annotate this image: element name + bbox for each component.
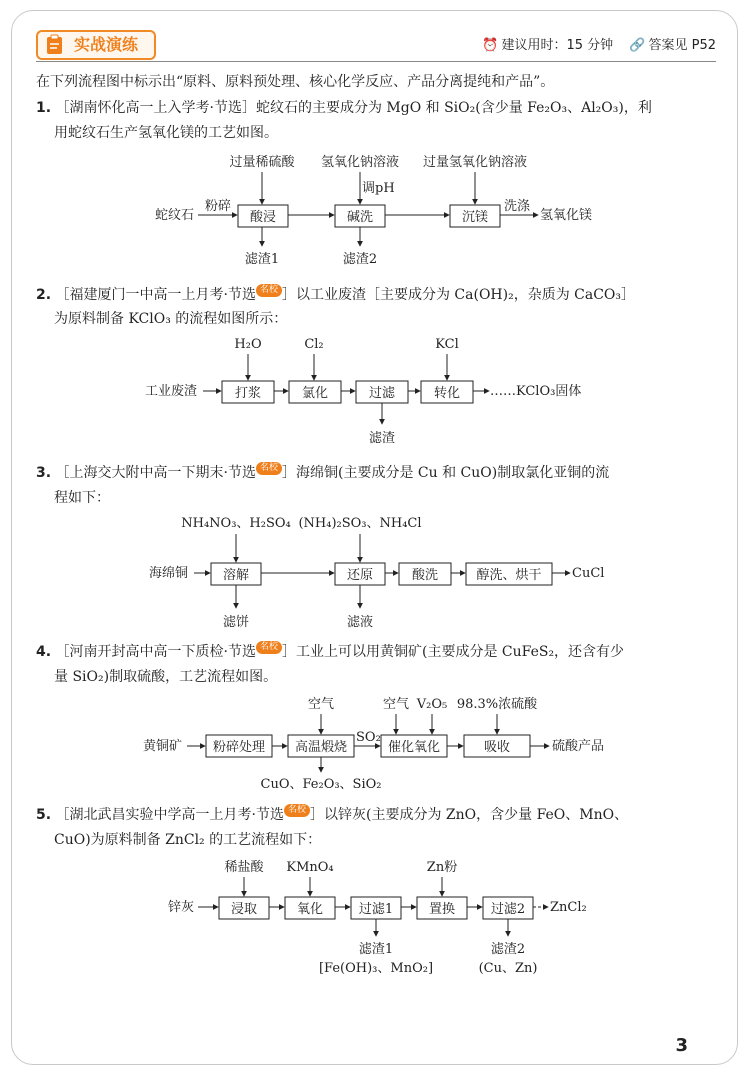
q3-box3-label: 酸洗 — [411, 568, 439, 583]
q5-in4: Zn粉 — [426, 860, 458, 875]
section-title: 实战演练 — [74, 35, 139, 54]
q3-line1 — [36, 461, 609, 485]
q3-number: 3. — [36, 465, 52, 481]
q2-famous-school-badge: 名校 — [256, 284, 282, 297]
q5-box1-label: 浸取 — [230, 902, 258, 917]
q1-line2: 用蛇纹石生产氢氧化镁的工艺如图。 — [54, 125, 278, 141]
q2-box3-label: 过滤 — [368, 386, 396, 401]
q5-flow-diagram — [0, 853, 750, 983]
q2-end: ……KClO₃固体 — [490, 384, 582, 399]
q3-start: 海绵铜 — [149, 566, 189, 581]
q4-text1: ］工业上可以用黄铜矿(主要成分是 CuFeS₂，还含有少 — [281, 644, 625, 660]
q1-box2-label: 碱洗 — [346, 210, 374, 225]
q5-famous-school-badge: 名校 — [284, 804, 310, 817]
q4-flow-diagram — [0, 690, 750, 800]
q3-in2: (NH₄)₂SO₃、NH₄Cl — [298, 516, 422, 531]
alarm-clock-icon: ⏰ — [482, 38, 499, 53]
q3-text1: ］海绵铜(主要成分是 Cu 和 CuO)制取氯化亚铜的流 — [281, 465, 610, 481]
q5-out3b: [Fe(OH)₃、MnO₂] — [318, 961, 434, 976]
q5-out3a: 滤渣1 — [358, 942, 394, 957]
q1-text1: 蛇纹石的主要成分为 MgO 和 SiO₂(含少量 Fe₂O₃、Al₂O₃)，利 — [255, 100, 652, 116]
q1-source: ［湖南怀化高一上入学考·节选］ — [55, 100, 256, 116]
q4-box4-label: 吸收 — [483, 740, 511, 755]
q1-post: 洗涤 — [504, 199, 531, 214]
q4-start: 黄铜矿 — [143, 739, 183, 754]
q3-flow-diagram — [0, 510, 750, 636]
q5-in2: KMnO₄ — [286, 860, 334, 875]
q4-box1-label: 粉碎处理 — [212, 740, 266, 755]
q4-line2: 量 SiO₂)制取硫酸，工艺流程如图。 — [54, 669, 278, 685]
q1-in2b: 调pH — [362, 181, 395, 196]
section-header — [36, 30, 716, 60]
q2-in1: H₂O — [234, 337, 262, 352]
q5-box4-label: 置换 — [428, 902, 456, 917]
q1-end: 氢氧化镁 — [540, 208, 593, 223]
q1-line1 — [36, 96, 652, 120]
q1-box1-label: 酸浸 — [249, 210, 277, 225]
q4-in2: 空气 — [307, 697, 335, 712]
q5-number: 5. — [36, 807, 52, 823]
q1-in3: 过量氢氧化钠溶液 — [422, 155, 528, 170]
q1-flow-diagram — [0, 148, 750, 270]
q5-out5a: 滤渣2 — [490, 942, 526, 957]
q5-box3-label: 过滤1 — [358, 902, 394, 917]
q4-source: ［河南开封高中高一下质检·节选 — [55, 644, 256, 660]
q4-in3b: V₂O₅ — [416, 697, 448, 712]
q1-box3-label: 沉镁 — [461, 210, 489, 225]
q3-in1: NH₄NO₃、H₂SO₄ — [181, 516, 291, 531]
q2-box2-label: 氯化 — [301, 386, 329, 401]
q1-number: 1. — [36, 100, 52, 116]
q2-start: 工业废渣 — [145, 384, 198, 399]
section-tag — [36, 30, 156, 60]
q2-flow-diagram — [0, 332, 750, 452]
q1-pre: 粉碎 — [205, 199, 232, 214]
q5-text1: ］以锌灰(主要成分为 ZnO，含少量 FeO、MnO、 — [309, 807, 629, 823]
q2-text1: ］以工业废渣［主要成分为 Ca(OH)₂，杂质为 CaCO₃］ — [281, 287, 636, 303]
answer-label: 答案见 P52 — [648, 38, 716, 53]
q1-out2: 滤渣2 — [342, 252, 378, 267]
q3-box1-label: 溶解 — [222, 568, 250, 583]
q2-in4: KCl — [435, 337, 459, 352]
q4-box3-label: 催化氧化 — [387, 740, 441, 755]
q3-out1: 滤饼 — [222, 615, 250, 630]
q4-out2: CuO、Fe₂O₃、SiO₂ — [260, 777, 382, 792]
time-label: 建议用时：15 分钟 — [501, 38, 614, 53]
intro-text: 在下列流程图中标示出“原料、原料预处理、核心化学反应、产品分离提纯和产品”。 — [36, 74, 555, 90]
q2-source: ［福建厦门一中高一上月考·节选 — [55, 287, 256, 303]
q5-end: ZnCl₂ — [550, 900, 587, 915]
q4-famous-school-badge: 名校 — [256, 641, 282, 654]
q3-out2: 滤液 — [346, 615, 374, 630]
q3-box4-label: 醇洗、烘干 — [476, 568, 542, 583]
q5-box2-label: 氧化 — [296, 902, 324, 917]
q3-box2-label: 还原 — [346, 568, 374, 583]
q1-start: 蛇纹石 — [155, 208, 195, 223]
q4-box2-label: 高温煅烧 — [294, 740, 348, 755]
q4-mid: SO₂ — [356, 730, 381, 745]
header-divider — [36, 61, 716, 62]
q1-in1: 过量稀硫酸 — [229, 155, 295, 170]
q4-line1 — [36, 640, 624, 664]
q2-box4-label: 转化 — [433, 386, 461, 401]
header-meta — [479, 34, 716, 53]
q2-out3: 滤渣 — [368, 431, 396, 446]
link-icon: 🔗 — [629, 38, 646, 53]
q3-line2: 程如下： — [54, 490, 110, 506]
q4-number: 4. — [36, 644, 52, 660]
clipboard-icon — [44, 34, 66, 56]
q1-in2: 氢氧化钠溶液 — [320, 155, 400, 170]
q2-number: 2. — [36, 287, 52, 303]
q3-source: ［上海交大附中高一下期末·节选 — [55, 465, 256, 481]
q3-end: CuCl — [572, 566, 605, 581]
q5-line2: CuO)为原料制备 ZnCl₂ 的工艺流程如下： — [54, 832, 322, 848]
q2-box1-label: 打浆 — [234, 386, 262, 401]
q3-famous-school-badge: 名校 — [256, 462, 282, 475]
q4-in4: 98.3%浓硫酸 — [456, 697, 538, 712]
q4-end: 硫酸产品 — [552, 739, 605, 754]
q5-in1: 稀盐酸 — [224, 860, 264, 875]
q5-source: ［湖北武昌实验中学高一上月考·节选 — [55, 807, 284, 823]
q5-out5b: (Cu、Zn) — [478, 961, 538, 976]
q2-line2: 为原料制备 KClO₃ 的流程如图所示： — [54, 311, 288, 327]
q2-line1 — [36, 283, 635, 307]
page-number: 3 — [675, 1035, 688, 1056]
q5-line1 — [36, 803, 628, 827]
q5-start: 锌灰 — [168, 900, 195, 915]
q4-in3a: 空气 — [382, 697, 410, 712]
q2-in2: Cl₂ — [304, 337, 324, 352]
q1-out1: 滤渣1 — [244, 252, 280, 267]
q5-box5-label: 过滤2 — [490, 902, 526, 917]
